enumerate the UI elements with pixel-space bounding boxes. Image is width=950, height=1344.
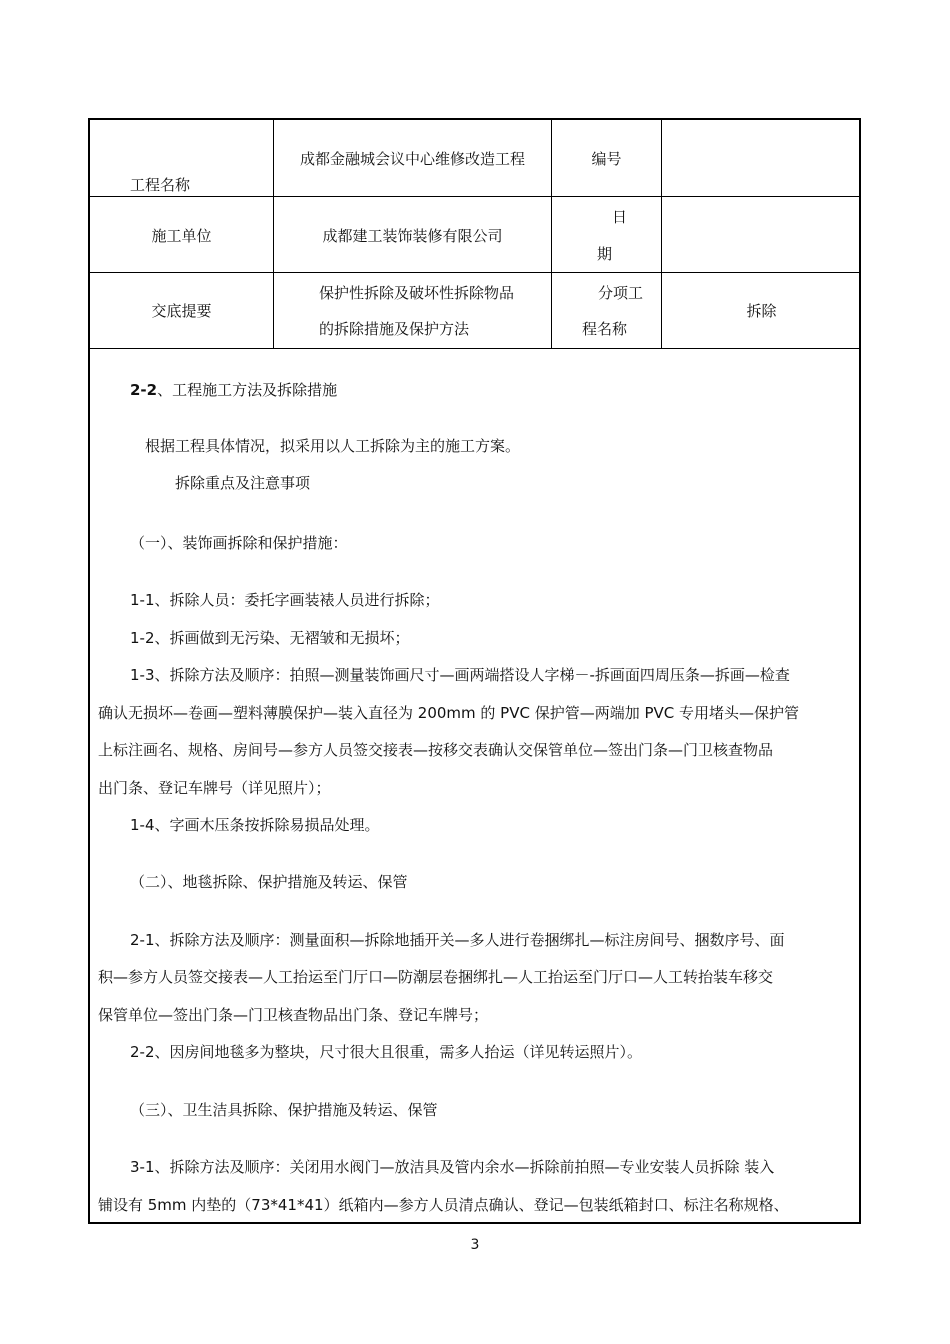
page-number: 3 xyxy=(470,1237,480,1253)
contractor-label: 施工单位 xyxy=(151,227,212,245)
item-2-1-line3: 保管单位—签出门条—门卫核查物品出门条、登记车牌号； xyxy=(98,1006,489,1024)
subsection-3-heading: （三）、卫生洁具拆除、保护措施及转运、保管 xyxy=(130,1101,438,1119)
header-table xyxy=(90,120,859,349)
item-1-1: 1-1、拆除人员：委托字画装裱人员进行拆除； xyxy=(130,591,440,609)
date-label-line2: 期 xyxy=(597,245,613,263)
serial-number-label: 编号 xyxy=(591,150,622,168)
item-1-3-line3: 上标注画名、规格、房间号—参方人员签交接表—按移交表确认交保管单位—签出门条—门卫核查物品 xyxy=(98,741,774,759)
section-heading xyxy=(130,380,337,400)
contractor-value: 成都建工装饰装修有限公司 xyxy=(322,227,503,245)
key-points-heading: 拆除重点及注意事项 xyxy=(175,474,311,492)
item-1-3-line2: 确认无损坏—卷画—塑料薄膜保护—装入直径为 200mm 的 PVC 保护管—两端加 PVC 专用堵头—保护管 xyxy=(98,704,800,722)
row-divider xyxy=(90,272,859,273)
intro-paragraph: 根据工程具体情况，拟采用以人工拆除为主的施工方案。 xyxy=(145,437,521,455)
item-2-1-line1: 2-1、拆除方法及顺序：测量面积—拆除地插开关—多人进行卷捆绑扎—标注房间号、捆数序号、面 xyxy=(130,931,785,949)
subsection-1-heading: （一）、装饰画拆除和保护措施： xyxy=(130,534,348,552)
item-3-1-line1: 3-1、拆除方法及顺序：关闭用水阀门—放洁具及管内余水—拆除前拍照—专业安装人员拆除 装入 xyxy=(130,1158,775,1176)
item-1-3-line1: 1-3、拆除方法及顺序：拍照—测量装饰画尺寸—画两端搭设人字梯－-拆画面四周压条—拆画—检查 xyxy=(130,666,790,684)
summary-value-line1: 保护性拆除及破坏性拆除物品 xyxy=(319,284,515,302)
item-1-2: 1-2、拆画做到无污染、无褶皱和无损坏； xyxy=(130,629,410,647)
summary-label: 交底提要 xyxy=(151,302,212,320)
subsection-2-heading: （二）、地毯拆除、保护措施及转运、保管 xyxy=(130,873,408,891)
project-name-label: 工程名称 xyxy=(130,176,191,194)
item-2-2: 2-2、因房间地毯多为整块，尺寸很大且很重，需多人抬运（详见转运照片）。 xyxy=(130,1043,643,1061)
sub-project-label-line2: 程名称 xyxy=(582,320,628,338)
item-1-4: 1-4、字画木压条按拆除易损品处理。 xyxy=(130,816,380,834)
item-1-3-line4: 出门条、登记车牌号（详见照片）； xyxy=(98,779,331,797)
sub-project-label-line1: 分项工 xyxy=(598,284,644,302)
item-2-1-line2: 积—参方人员签交接表—人工抬运至门厅口—防潮层卷捆绑扎—人工抬运至门厅口—人工转抬装车移交 xyxy=(98,968,774,986)
date-label-line1: 日 xyxy=(612,208,628,226)
item-3-1-line2: 铺设有 5mm 内垫的（73*41*41）纸箱内—参方人员清点确认、登记—包装纸箱封口、标注名称规格、 xyxy=(98,1196,789,1214)
section-heading-number: 2-2 xyxy=(130,381,158,399)
project-name-value: 成都金融城会议中心维修改造工程 xyxy=(299,150,525,168)
section-heading-text: 、工程施工方法及拆除措施 xyxy=(157,381,338,399)
header-bottom-line xyxy=(90,348,859,349)
summary-value-line2: 的拆除措施及保护方法 xyxy=(319,320,470,338)
sub-project-value: 拆除 xyxy=(746,302,777,320)
